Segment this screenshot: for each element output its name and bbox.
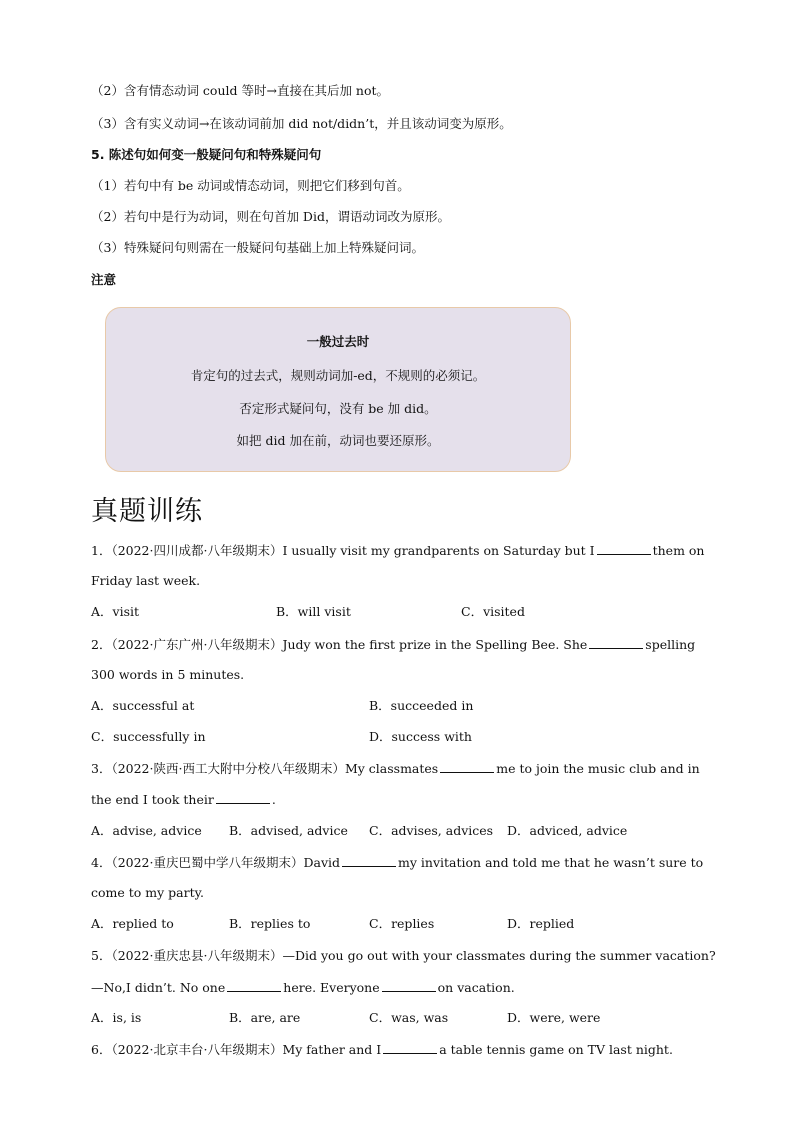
question-5: 5．（2022·重庆忠县·八年级期末）—Did you go out with your classmates during the summer vacation? bbox=[91, 948, 716, 963]
question-2-continued: 300 words in 5 minutes. bbox=[91, 667, 245, 682]
question-1-continued: Friday last week. bbox=[91, 573, 201, 588]
question-3-option-b[interactable]: B．advised, advice bbox=[229, 823, 348, 838]
answer-blank bbox=[216, 791, 270, 804]
note-box-line-3: 如把 did 加在前，动词也要还原形。 bbox=[236, 433, 440, 448]
note-box-title: 一般过去时 bbox=[306, 334, 370, 349]
question-1-option-a[interactable]: A．visit bbox=[91, 604, 140, 619]
practice-heading: 真题训练 bbox=[91, 496, 203, 527]
question-4-option-b[interactable]: B．replies to bbox=[229, 916, 311, 931]
question-4-text-a: 4．（2022·重庆巴蜀中学八年级期末）David bbox=[91, 855, 341, 870]
answer-blank bbox=[440, 760, 494, 773]
answer-blank bbox=[589, 636, 643, 649]
question-3-text-c: the end I took their bbox=[91, 792, 214, 807]
answer-blank bbox=[383, 1041, 437, 1054]
answer-blank bbox=[227, 979, 281, 992]
question-6-text-b: a table tennis game on TV last night. bbox=[439, 1042, 673, 1057]
section-5-title: 5. 陈述句如何变一般疑问句和特殊疑问句 bbox=[91, 147, 322, 162]
question-1-text-a: 1．（2022·四川成都·八年级期末）I usually visit my grandparents on Saturday but I bbox=[91, 543, 595, 558]
question-3-text-b: me to join the music club and in bbox=[496, 761, 700, 776]
question-2 bbox=[91, 636, 711, 653]
question-1-text-b: them on bbox=[652, 543, 705, 558]
past-tense-note-box bbox=[105, 307, 571, 472]
question-1-option-b[interactable]: B．will visit bbox=[276, 604, 351, 619]
question-5-option-c[interactable]: C．was, was bbox=[369, 1010, 449, 1025]
question-1-option-c[interactable]: C．visited bbox=[461, 604, 525, 619]
question-5-text-d: on vacation. bbox=[437, 980, 515, 995]
question-4-option-d[interactable]: D．replied bbox=[507, 916, 575, 931]
question-2-option-b[interactable]: B．succeeded in bbox=[369, 698, 474, 713]
question-3-option-d[interactable]: D．adviced, advice bbox=[507, 823, 628, 838]
answer-blank bbox=[342, 854, 396, 867]
question-6 bbox=[91, 1041, 711, 1058]
question-3-continued bbox=[91, 791, 711, 808]
question-2-text-b: spelling bbox=[645, 637, 696, 652]
question-2-option-c[interactable]: C．successfully in bbox=[91, 729, 206, 744]
question-2-option-a[interactable]: A．successful at bbox=[91, 698, 195, 713]
question-5-option-a[interactable]: A．is, is bbox=[91, 1010, 142, 1025]
rule-negation-modal: （2）含有情态动词 could 等时→直接在其后加 not。 bbox=[91, 83, 390, 98]
rule-negation-verb: （3）含有实义动词→在该动词前加 did not/didn’t，并且该动词变为原形。 bbox=[91, 116, 512, 131]
question-5-text-b: —No,I didn’t. No one bbox=[91, 980, 226, 995]
question-4-option-c[interactable]: C．replies bbox=[369, 916, 435, 931]
question-5-text-c: here. Everyone bbox=[283, 980, 380, 995]
note-box-line-2: 否定形式疑问句，没有 be 加 did。 bbox=[239, 401, 437, 416]
question-4 bbox=[91, 854, 711, 871]
answer-blank bbox=[597, 542, 651, 555]
question-4-text-b: my invitation and told me that he wasn’t sure to bbox=[398, 855, 704, 870]
question-4-continued: come to my party. bbox=[91, 885, 204, 900]
answer-blank bbox=[382, 979, 436, 992]
question-5-option-b[interactable]: B．are, are bbox=[229, 1010, 301, 1025]
rule-question-special: （3）特殊疑问句则需在一般疑问句基础上加上特殊疑问词。 bbox=[91, 240, 424, 255]
question-5-option-d[interactable]: D．were, were bbox=[507, 1010, 601, 1025]
question-3 bbox=[91, 760, 711, 777]
question-3-text-a: 3．（2022·陕西·西工大附中分校八年级期末）My classmates bbox=[91, 761, 439, 776]
question-1 bbox=[91, 542, 711, 559]
note-label: 注意 bbox=[91, 272, 117, 287]
question-6-text-a: 6．（2022·北京丰台·八年级期末）My father and I bbox=[91, 1042, 382, 1057]
question-3-text-d: . bbox=[271, 792, 276, 807]
rule-question-be: （1）若句中有 be 动词或情态动词，则把它们移到句首。 bbox=[91, 178, 410, 193]
question-4-option-a[interactable]: A．replied to bbox=[91, 916, 174, 931]
question-2-text-a: 2．（2022·广东广州·八年级期末）Judy won the first prize in the Spelling Bee. She bbox=[91, 637, 588, 652]
note-box-line-1: 肯定句的过去式，规则动词加-ed，不规则的必须记。 bbox=[190, 368, 486, 383]
question-2-option-d[interactable]: D．success with bbox=[369, 729, 472, 744]
question-3-option-c[interactable]: C．advises, advices bbox=[369, 823, 494, 838]
question-3-option-a[interactable]: A．advise, advice bbox=[91, 823, 202, 838]
rule-question-did: （2）若句中是行为动词，则在句首加 Did，谓语动词改为原形。 bbox=[91, 209, 450, 224]
question-5-continued bbox=[91, 979, 711, 996]
